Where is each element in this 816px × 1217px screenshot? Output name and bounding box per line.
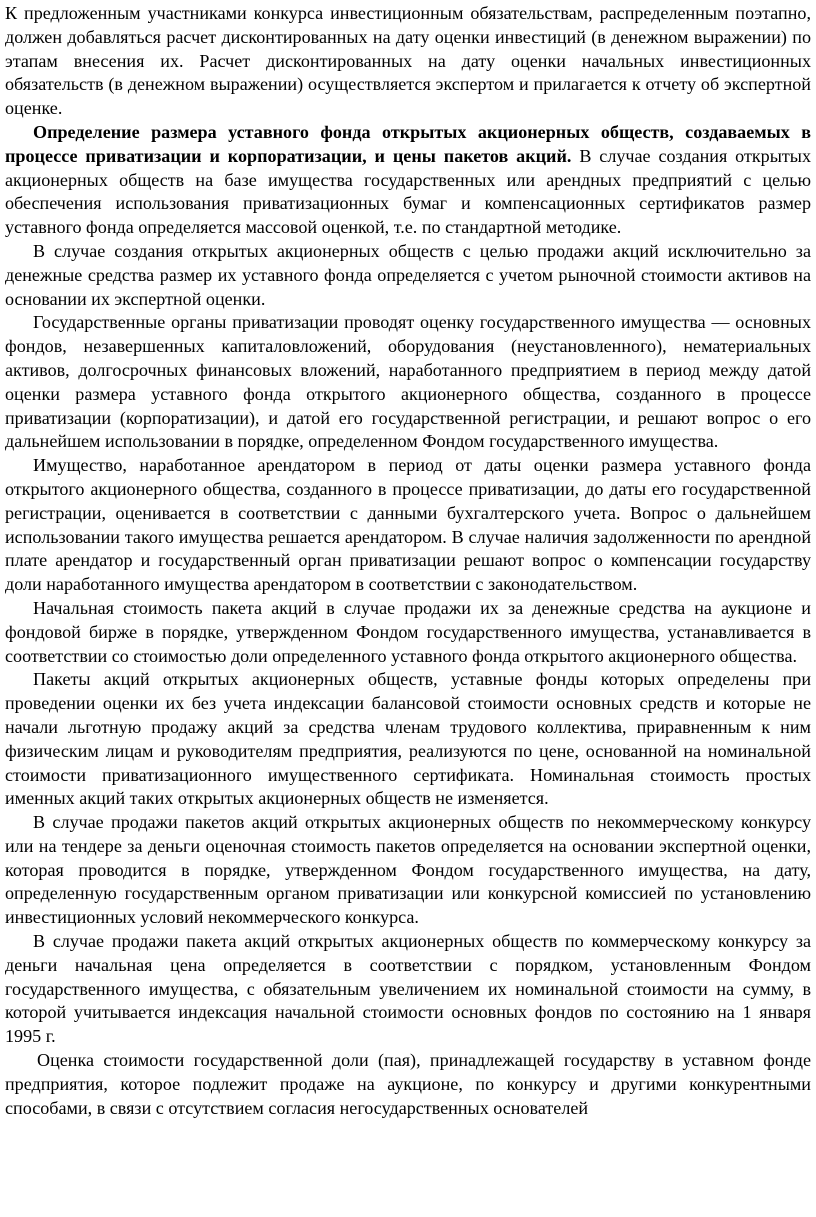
paragraph-state-property-valuation — [5, 311, 811, 454]
paragraph-text: Государственные органы приватизации проводят оценку государственного имущества — основных фондов, незавершенных капиталовложений, оборудования (неустановленного), нематериальных активов, долгосрочных финансовых вложений, наработанного предприятием в период между датой оценки размера уставного фонда открытого акционерного общества, созданного в процессе приватизации (корпоратизации), и датой его государственной регистрации, и решают вопрос о его дальнейшем использовании в порядке, определенном Фондом государственного имущества. — [5, 312, 811, 452]
paragraph-text: В случае продажи пакета акций открытых акционерных обществ по коммерческому конкурсу за деньги начальная цена определяется в соответствии с порядком, установленным Фондом государственного имущества, с обязательным увеличением их номинальной стоимости на сумму, в которой учитывается индексация начальной стоимости основных фондов по состоянию на 1 января 1995 г. — [5, 931, 811, 1047]
paragraph-investment-obligations — [5, 2, 811, 121]
paragraph-share-packages-nominal — [5, 668, 811, 811]
paragraph-text: К предложенным участниками конкурса инвестиционным обязательствам, распределенным поэтапно, должен добавляться расчет дисконтированных на дату оценки инвестиций (в денежном выражении) по этапам внесения их. Расчет дисконтированных на дату оценки начальных инвестиционных обязательств (в денежном выражении) осуществляется экспертом и прилагается к отчету об экспертной оценке. — [5, 3, 811, 119]
paragraph-text: Оценка стоимости государственной доли (пая), принадлежащей государству в уставном фонде предприятия, которое подлежит продаже на аукционе, по конкурсу и другими конкурентными способами, в связи с отсутствием согласия негосударственных основателей — [5, 1050, 811, 1118]
paragraph-charter-fund-definition — [5, 121, 811, 240]
paragraph-initial-share-price — [5, 597, 811, 668]
paragraph-cash-sale — [5, 240, 811, 311]
paragraph-text: В случае создания открытых акционерных обществ с целью продажи акций исключительно за денежные средства размер их уставного фонда определяется с учетом рыночной стоимости активов на основании их экспертной оценки. — [5, 240, 811, 309]
paragraph-noncommercial-tender — [5, 811, 811, 930]
paragraph-state-share-valuation — [5, 1049, 811, 1120]
paragraph-text: В случае продажи пакетов акций открытых акционерных обществ по некоммерческому конкурсу или на тендере за деньги оценочная стоимость пакетов определяется на основании экспертной оценки, которая проводится в порядке, утвержденном Фондом государственного имущества, на дату, определенную государственным органом приватизации или конкурсной комиссией по установлению инвестиционных условий некоммерческого конкурса. — [5, 812, 811, 928]
paragraph-text: Начальная стоимость пакета акций в случае продажи их за денежные средства на аукционе и фондовой бирже в порядке, утвержденном Фондом государственного имущества, устанавливается в соответствии со стоимостью доли определенного уставного фонда открытого акционерного общества. — [5, 597, 811, 666]
paragraph-text: Пакеты акций открытых акционерных обществ, уставные фонды которых определены при проведении оценки их без учета индексации балансовой стоимости основных средств и которые не начали льготную продажу акций за средства членам трудового коллектива, приравненным к ним физическим лицам и руководителям предприятия, реализуются по цене, основанной на номинальной стоимости приватизационного имущественного сертификата. Номинальная стоимость простых именных акций таких открытых акционерных обществ не изменяется. — [5, 669, 811, 809]
section-heading: Определение размера уставного фонда открытых акционерных обществ, создаваемых в процессе приватизации и корпоратизации, и цены пакетов акций. — [5, 121, 811, 166]
paragraph-tenant-property — [5, 454, 811, 597]
paragraph-text: Имущество, наработанное арендатором в период от даты оценки размера уставного фонда открытого акционерного общества, созданного в процессе приватизации, до даты его государственной регистрации, оценивается в соответствии с данными бухгалтерского учета. Вопрос о дальнейшем использовании такого имущества решается арендатором. В случае наличия задолженности по арендной плате арендатор и государственный орган приватизации решают вопрос о компенсации государству доли наработанного имущества арендатором в соответствии с законодательством. — [5, 455, 811, 595]
paragraph-commercial-tender — [5, 930, 811, 1049]
paragraph-text: В случае создания открытых акционерных обществ на базе имущества государственных или арендных предприятий с целью обеспечения использования приватизационных бумаг и компенсационных сертификатов размер уставного фонда определяется массовой оценкой, т.е. по стандартной методике. — [5, 145, 812, 238]
